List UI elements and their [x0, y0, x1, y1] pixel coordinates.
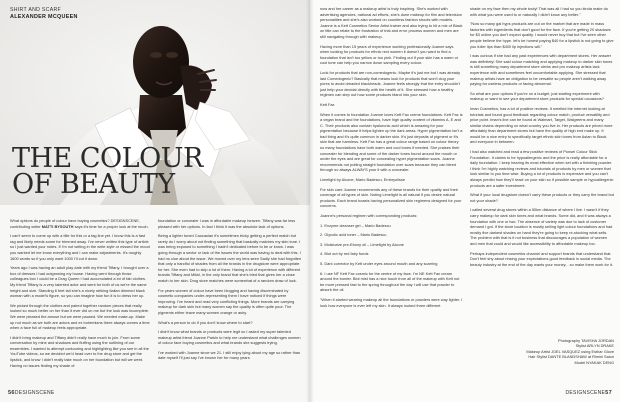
lead-text-end: says it's time for a proper look at the much. — [73, 223, 149, 229]
paragraph: I can't seem to come up with a title for this or a tag line yet. I know this is a fast rag and likely needs some for trimmed away. I've never written this type of article so I just wanted your notes. If I'm not writing in the write style or missed the mood you wanted let me know everything and I can make adjustments. It's roughly 1600 words so if you only want 1000 I'll cut it down. — [10, 233, 150, 261]
credit-hair: Hair Stylist DANTE BLANDSHAW at Rimini Salon — [528, 354, 614, 360]
paragraph: I've worked with Joanne since we 21. I still enjoy lying about my age so rather than date myself I'll just say I've known her for many years — [158, 349, 301, 361]
subheading: Kett Fax — [320, 101, 335, 107]
paragraph: now and her career as a makeup artist is truly inspiring. She's worked with advertising agencies, national ad efforts, she's done makeup for film and television personalities and she's also worked on countless fashion shoots with models. Joanne is a Kett Cosmetics Senior Artist trainer and also trying to hit a mix of Black on title can relate to the frustration of trial and error process women and men are still navigating through with makeup. — [320, 6, 463, 39]
photo-caption-designer: ALEXANDER MCQUEEN — [10, 14, 78, 20]
paragraph: So what are your options if you're on a budget, just starting experiment with makeup or want to see your department store products for special occasions? — [470, 90, 604, 102]
paragraph: "When it started wearing makeup all the foundations or powders were way lighter. I look how everyone is ever left my skin. It always looked three different — [320, 296, 463, 308]
paragraph: What if your local drugstore doesn't carry these products or they carry the brand but not your shade? — [470, 192, 614, 203]
regimen-list-item: 4. Blot out by red fairy funds — [320, 251, 369, 257]
folio-left — [8, 390, 55, 396]
author-name: MATTI BYSOUTH — [41, 223, 74, 229]
headline-line-1: THE COLOUR — [12, 143, 203, 174]
paragraph: When it comes to foundation Joanne loves Kett Fax creme foundations. Kett Fax is a vegan brand and the foundations, have high quality content of vitamins A, E and C. Their products also contain hyaluronic acid which is amazing for your pigmentation because it helps lighten up the dark areas. Hyper pigmentation isn't a bad thing and it's quite common in darker skin. It's just deposits of pigment or it's skin that are harmless. Kett Fax has a great colour range based on colour theory so many foundations have both warm and cool tones if needed. She praises their concealer for blending and some of the darker tones found around the mouth or under the eyes and are great for concealing hyper pigmentation scars. Joanne recommends not putting straight foundation over scars because they can bleed through so always ALWAYS your it with a concealer. — [320, 111, 463, 173]
lead-paragraph — [10, 218, 150, 229]
lead-text: What options do people of colour have buying cosmetics? DESIGNSCENE, contributing writer — [10, 218, 140, 229]
paragraph: For skin care Joanne recommends any of these brands for their quality and their coverage of all types of skin. Noting Limelight is all natural if you desire natural products. Each brand boasts having personalized skin regimens designed for your concerns. — [320, 186, 462, 209]
magazine-name: DESIGNSCENE — [14, 390, 55, 396]
page-number: 57 — [605, 390, 612, 396]
regimen-list-item: 3. Moisturize pre-Ebony oil – Limelight by Alcone — [320, 241, 404, 247]
paragraph: What's a person to do if you don't know where to start? — [158, 319, 253, 325]
paragraph: I called several drug stores within a 50km distance of where I live. I wasn't if they carry makeup for dark skin tones and what brands. Some did, and it was always a foundation with one or two. The absence of variety was due to lack of customer demand I got. If the store location is mostly selling light colour foundations and had mostly five darkest shades on hand they're going to keep re-stocking what sells. The problem with that is it not business that discourages a population of women and men that could and would like accessibility to affordable makeup too. — [470, 207, 613, 246]
page-number: 56 — [8, 390, 15, 396]
regimen-list-item: 6. I use NF Kett Fax cosmic for the centre of my face. I'm NE Kett Fax cream around the border. Blot mist has a nice touch from all of the makeup with Kett not be more pressed fast to the spring throughout the day I will use that powder to absorb the oil. — [320, 270, 460, 293]
paragraph: Iman Cosmetics, has a lot of positive reviews. It smelled the internet looking at tutorials and found good feedback regarding colour match, product versatility and price point. Iman's line can be found at Walmart, Target, Walgreens and many similar chains depending on what country you live in. Her products are priced more affordably than department stores but have the quality of high end make up. It would be a nice entry to specifically target ethnic skin tones from Asian to Black and everyone in between. — [470, 105, 613, 145]
magazine-name: DESIGNSCENE — [565, 390, 606, 396]
article-headline — [12, 143, 212, 200]
paragraph: Look for products that are non-comedogenic. Maybe it's just me but I was already last Comedogenic? Basically that means look for products that won't clog your pores to avoid dreaded blackheads. Joanne feels strongly that the entry shouldn't just help your decidal directly with the health of it. She stressed how a healthy regimen can step out how some products bland into your skin. — [320, 69, 461, 98]
paragraph: "Now so many gal hyps products are out on the market that are made in mass factories with ingredients that don't good for the face. If you're getting 20 shadows for $3 online you don't expect quality. I would never buy that but I've seen other people believe the hype. let's be honest paying $40 for a lipstick is not going to give you fuller lips than $400 lip injections will." — [470, 21, 614, 49]
page-gutter — [306, 0, 314, 402]
headline-line-2: OF BEAUTY — [12, 169, 175, 200]
folio-right — [565, 390, 612, 396]
credit-stylist: Stylist ARLYN DRAKE — [575, 343, 614, 349]
paragraph: For years women of colour have been blogging and having discriminated by cosmetic companies under-representing them I have noticed if things were improving. I've heard and read very conflicting things. More brands are carrying makeup for dark skin but many women say the quality is often quite poor. The pigments either leave many women orange or ashy. — [158, 287, 295, 315]
paragraph: Perhaps independent cosmetics channel and support brands that understand that. Don't feel shy about rinsing your expectations good feedback in social media. The beauty industry at the end of the day wants your money... so make them work for it. — [470, 250, 614, 267]
paragraph: Having more than 15 years of experience working professionally Joanne says when looking for products for ethnic rect women it doesn't you want to find a foundation that isn't too yellow or too pink. Finding out if your skin has a warm or cool tone can help you narrow down sampling every colour. — [320, 43, 459, 66]
regimen-list-item: 2. Glycolic acid toner – Mario Badescu — [320, 232, 387, 238]
paragraph: We picked through the clothes and paired together random pieces that really looked so much better on her than it ever did on me but the look was incomplete. We were pleased the amuse but we were paused. We needed make-up. Make up not much as we both are actors and ex bohemians there always comes a time when a face full of makeup feels appropriate. — [10, 302, 150, 331]
paragraph: Being a lighter toned Caucasian it's sometimes tricky getting a perfect match but rarely do I worry about not finding something that basically matches my skin tone. I was being exposed to something I hadn't dedicated before to be or know. I was going through a sector or lack of the issues the world was having to deal with this. I had no clue about the issue. We moved over my lens seen Sadly she had forgotten that only a handful of shades from all the brands in the drugstore were appropriate for her. She even had to skip a lot of them. Having a lot of experience with different brands Tiffany and Mikki, in the only brand that she's tried that gives her a close match to her skin. Drug store matches were somewhat of a random draw of luck. — [158, 233, 302, 283]
left-column-2 — [158, 218, 303, 388]
right-page — [310, 0, 620, 402]
paragraph: shade on my face then my whole body! That was all I had so you kinda make do with what you were used to or naturally I didn't know any better." — [470, 6, 608, 17]
right-column-2 — [470, 6, 614, 306]
paragraph: I had also watched and read a few positive reviews of Ponsei Colour Stick Foundation. It claims to be hypoallergenic and the price is really affordable for a daily foundation. I keep hearing its most effective when set with a finishing powder. I think I'm highly watching reviews and tutorials of products by men or women that look similar to you time wise. Buying a lot of products is expensive and you can't always predict how they'll react on your skin so if possible sample or hypoallergenic products are a safer investment. — [470, 149, 614, 188]
subheading: Limelight by Alcone, Mario Badescu, Embryolisse — [320, 177, 405, 183]
right-column-1 — [320, 6, 463, 391]
paragraph: Years ago I was having an adult play date with my friend Tiffany. I brought over a box of dresses I had outgrowing my house. Having went through those colleagues box I could be a Drag Queen I had accumulated a lot of fab clothes. My friend Tiffany is a very talented actor and went for both of us we're the same height and size. Standing 6 feet tall she's a nicely striking Italian dimmed black woman with a model's figure, so you can imagine how fun it is to dress her up. — [10, 265, 149, 299]
credit-makeup: Makeup Artist JOEL VASQUEZ using Esthar Glove — [526, 348, 614, 354]
left-column-1 — [10, 218, 150, 388]
paragraph: Joanne's personal regimen with corresponding products: — [320, 213, 418, 218]
photo-caption-item: SHIRT AND SCARF — [10, 7, 62, 13]
credit-model: Model NYAKAK DENG — [574, 359, 614, 365]
credit-photography: Photography TAVISHA JORDAN — [557, 338, 614, 343]
paragraph: I didn't know what brands or products were legit so I asked my super talented makeup artist friend Joanne Parkin to help me understand what challenges women of colour face buying cosmetics and what brands she suggests trying. — [158, 329, 301, 346]
regimen-list-item: 1. Enzyme cleanser gel – Mario Badescu — [320, 222, 391, 228]
photo-credits — [470, 338, 614, 365]
paragraph: I was curious if she had any past experiences with department stores. Her answer was definitely! She said colour matching and applying makeup to darker skin tones is still something many department store clerks and pro makeup artists lack experience with and sometimes feel uncomfortable applying. She stressed that makeup artists have an obligation to be versatile so people aren't walking away paying for useless products or facing abnormal. — [470, 53, 613, 87]
paragraph: foundation or concealer I was in affordable makeup heaven. Tiffany was far less pleased with her options. In fact I think it was the absolute lack of options. — [158, 218, 296, 229]
paragraph: I didn't bring makeup and Tiffany didn't really have much to join. From some conversation by mine and shadows and fluffing using the outlining of our ensembles. I wanted to attempt contouring and highlighting like you see in all the YouTube videos, so we decided we'd head over to the drug store and get the lipstick, and know I didn't really take much on her foundation but will we went. Having no issues finding my shade of — [10, 334, 149, 368]
regimen-list-item: 5. Dark corrector by Kett under eyes around mouth and any scarring — [320, 260, 438, 266]
